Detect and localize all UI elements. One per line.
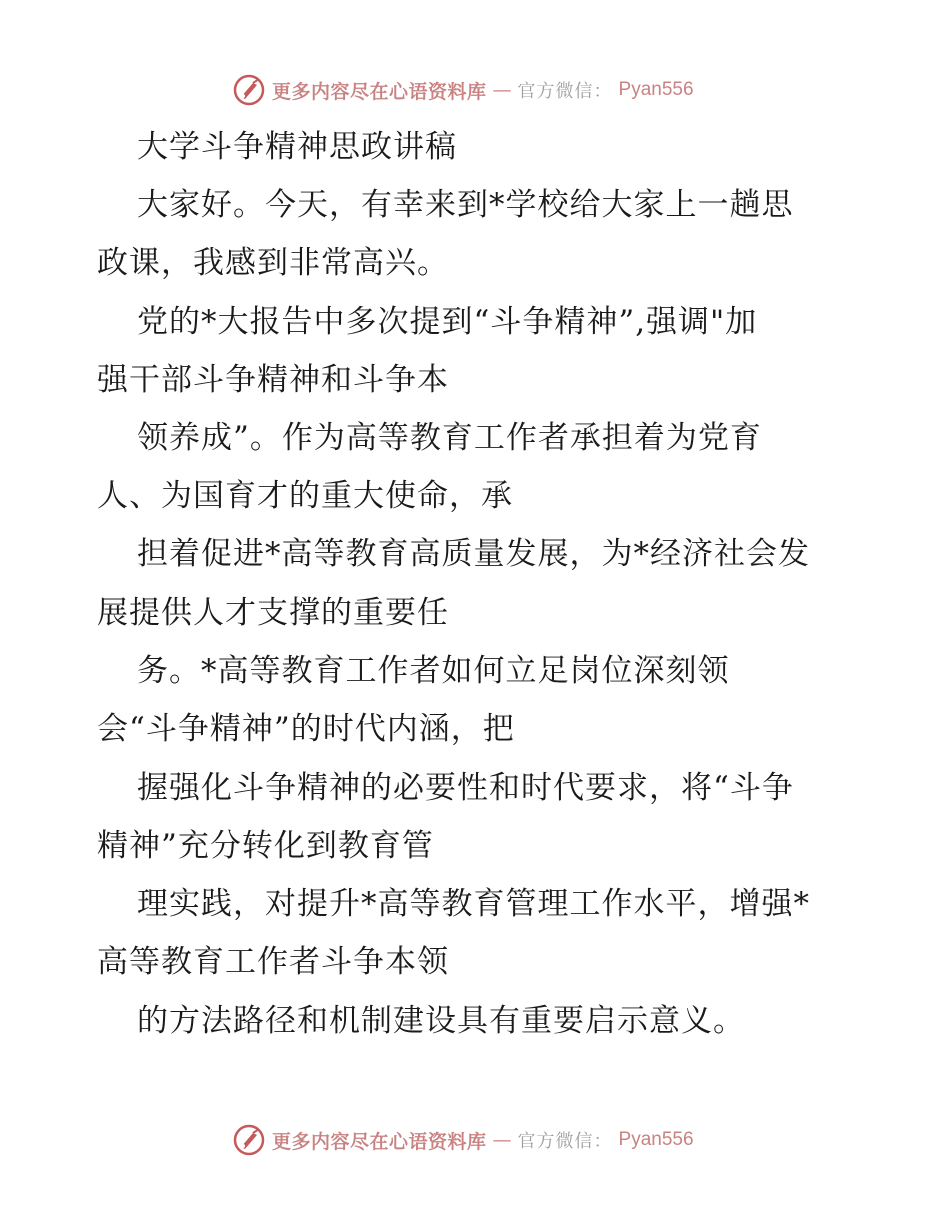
banner-dash: — <box>492 1129 512 1151</box>
banner-slogan: 更多内容尽在心语资料库 <box>272 80 487 103</box>
paragraph-line: 的方法路径和机制建设具有重要启示意义。 <box>137 1003 745 1039</box>
paragraph-line: 党的*大报告中多次提到“斗争精神”,强调"加 <box>137 304 758 340</box>
paragraph-line: 领养成”。作为高等教育工作者承担着为党育 <box>137 420 762 456</box>
paragraph-line: 担着促进*高等教育高质量发展，为*经济社会发 <box>137 536 810 572</box>
banner-slogan: 更多内容尽在心语资料库 <box>272 1130 487 1153</box>
paragraph-line: 精神”充分转化到教育管 <box>97 828 434 864</box>
banner-dash: — <box>492 79 512 101</box>
paragraph-line: 政课，我感到非常高兴。 <box>97 245 449 281</box>
paragraph-line: 高等教育工作者斗争本领 <box>97 944 449 980</box>
paragraph-line: 强干部斗争精神和斗争本 <box>97 362 449 398</box>
paragraph-line: 会“斗争精神”的时代内涵，把 <box>97 711 515 747</box>
footer-banner <box>232 1122 694 1158</box>
document-title: 大学斗争精神思政讲稿 <box>137 129 457 165</box>
quill-logo-icon <box>232 1123 266 1157</box>
banner-wechat-id: Pyan556 <box>618 79 694 100</box>
paragraph-line: 务。*高等教育工作者如何立足岗位深刻领 <box>137 653 730 689</box>
paragraph-line: 握强化斗争精神的必要性和时代要求，将“斗争 <box>137 770 794 806</box>
banner-wechat-label: 官方微信： <box>517 81 613 102</box>
paragraph-line: 理实践，对提升*高等教育管理工作水平，增强* <box>137 886 810 922</box>
paragraph-line: 展提供人才支撑的重要任 <box>97 595 449 631</box>
banner-wechat-id: Pyan556 <box>618 1129 694 1150</box>
paragraph-line: 人、为国育才的重大使命，承 <box>97 478 513 514</box>
paragraph-line: 大家好。今天，有幸来到*学校给大家上一趟思 <box>137 187 794 223</box>
banner-wechat-label: 官方微信： <box>517 1131 613 1152</box>
